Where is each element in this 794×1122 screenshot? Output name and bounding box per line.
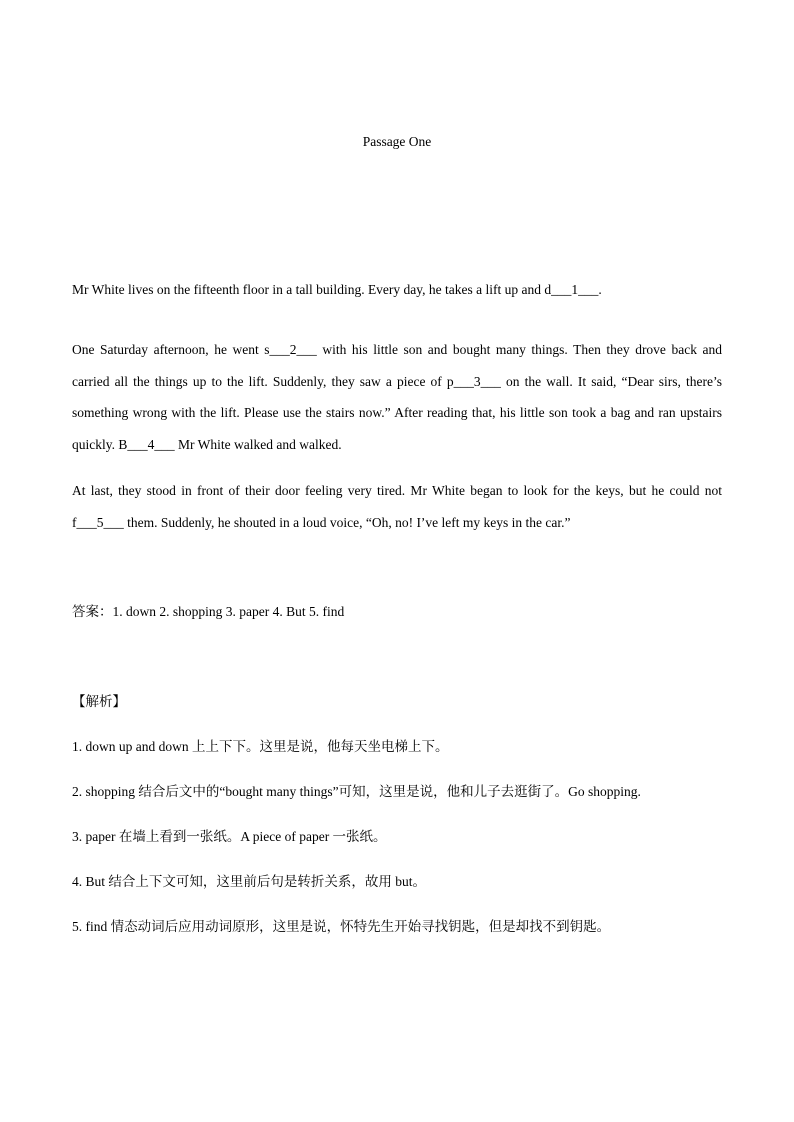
analysis-item-1: 1. down up and down 上上下下。这里是说，他每天坐电梯上下。 bbox=[72, 739, 449, 754]
analysis-item-4: 4. But 结合上下文可知，这里前后句是转折关系，故用 but。 bbox=[72, 874, 427, 889]
passage-paragraph-1: Mr White lives on the fifteenth floor in a tall building. Every day, he takes a lift up and d___1___. bbox=[72, 282, 602, 297]
analysis-item-3: 3. paper 在墙上看到一张纸。A piece of paper 一张纸。 bbox=[72, 829, 387, 844]
analysis-item-2: 2. shopping 结合后文中的“bought many things”可知，这里是说，他和儿子去逛街了。Go shopping. bbox=[72, 784, 641, 799]
analysis-heading: 【解析】 bbox=[72, 694, 126, 709]
analysis-item-5: 5. find 情态动词后应用动词原形，这里是说，怀特先生开始寻找钥匙，但是却找不到钥匙。 bbox=[72, 919, 611, 934]
answer-key: 答案：1. down 2. shopping 3. paper 4. But 5. find bbox=[72, 604, 345, 619]
passage-paragraph-2: One Saturday afternoon, he went s___2___ with his little son and bought many things. Then they drove back and carried all the things up to the lift. Suddenly, they saw a piece of p___3___ on the wall. It said, “Dear sirs, there’s something wrong with the lift. Please use the stairs now.” After reading that, his little son took a bag and ran upstairs quickly. B___4___ Mr White walked and walked. bbox=[72, 342, 722, 452]
passage-title: Passage One bbox=[362, 134, 432, 149]
passage-paragraph-3: At last, they stood in front of their door feeling very tired. Mr White began to look for the keys, but he could not f___5___ them. Suddenly, he shouted in a loud voice, “Oh, no! I’ve left my keys in the car.” bbox=[72, 483, 722, 530]
